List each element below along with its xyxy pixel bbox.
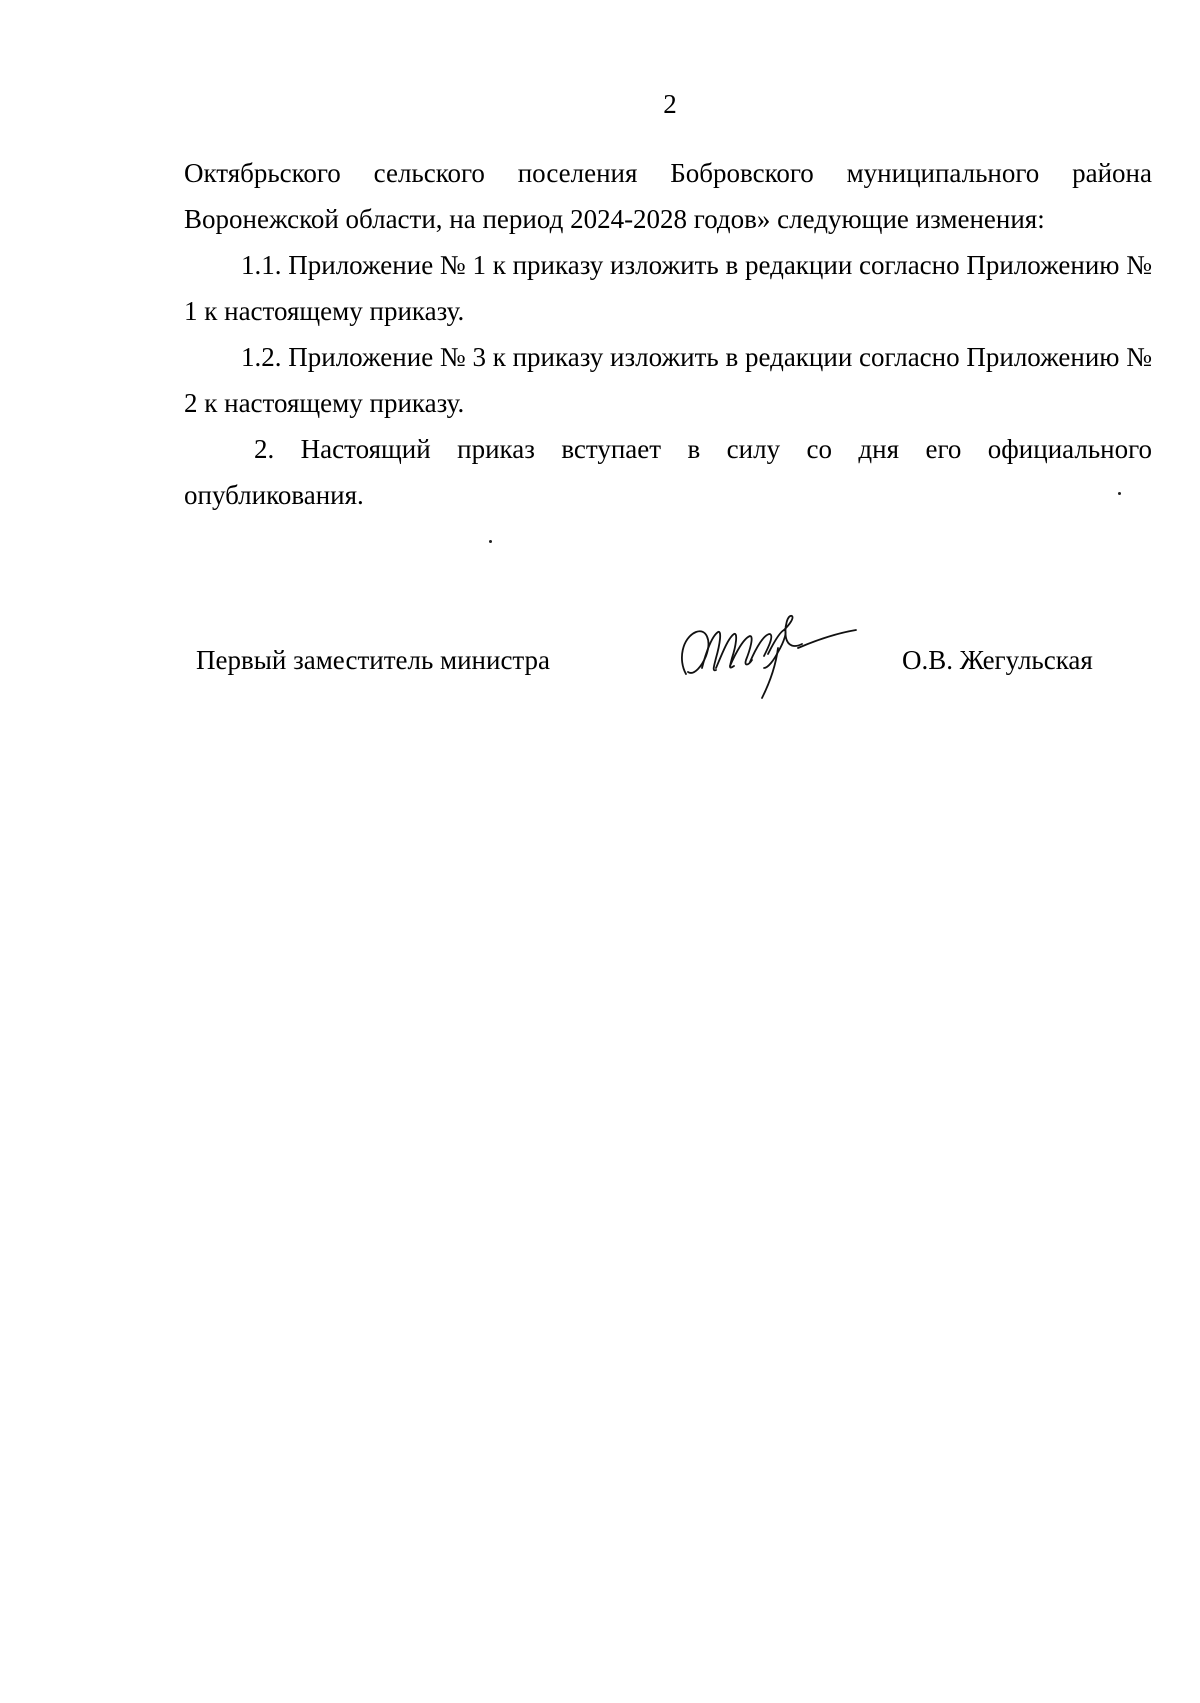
paragraph-continuation: Октябрьского сельского поселения Бобровского муниципального района Воронежской области, на период 2024-2028 годов» следующие изменения: bbox=[184, 158, 1152, 234]
signatory-position: Первый заместитель министра bbox=[196, 645, 551, 675]
signatory-name: О.В. Жегульская bbox=[902, 645, 1093, 675]
paragraph-item-2: 2. Настоящий приказ вступает в силу со дня его официального опубликования. bbox=[184, 434, 1152, 510]
document-body bbox=[184, 150, 1152, 518]
paragraph-item-1-2: 1.2. Приложение № 3 к приказу изложить в редакции согласно Приложению № 2 к настоящему приказу. bbox=[184, 342, 1152, 418]
page-number: 2 bbox=[663, 89, 677, 119]
scan-speck bbox=[1118, 492, 1121, 495]
signature-block bbox=[0, 630, 1200, 720]
paragraph-item-1-1: 1.1. Приложение № 1 к приказу изложить в редакции согласно Приложению № 1 к настоящему приказу. bbox=[184, 250, 1152, 326]
handwritten-signature bbox=[672, 608, 862, 708]
scan-speck bbox=[489, 540, 492, 543]
